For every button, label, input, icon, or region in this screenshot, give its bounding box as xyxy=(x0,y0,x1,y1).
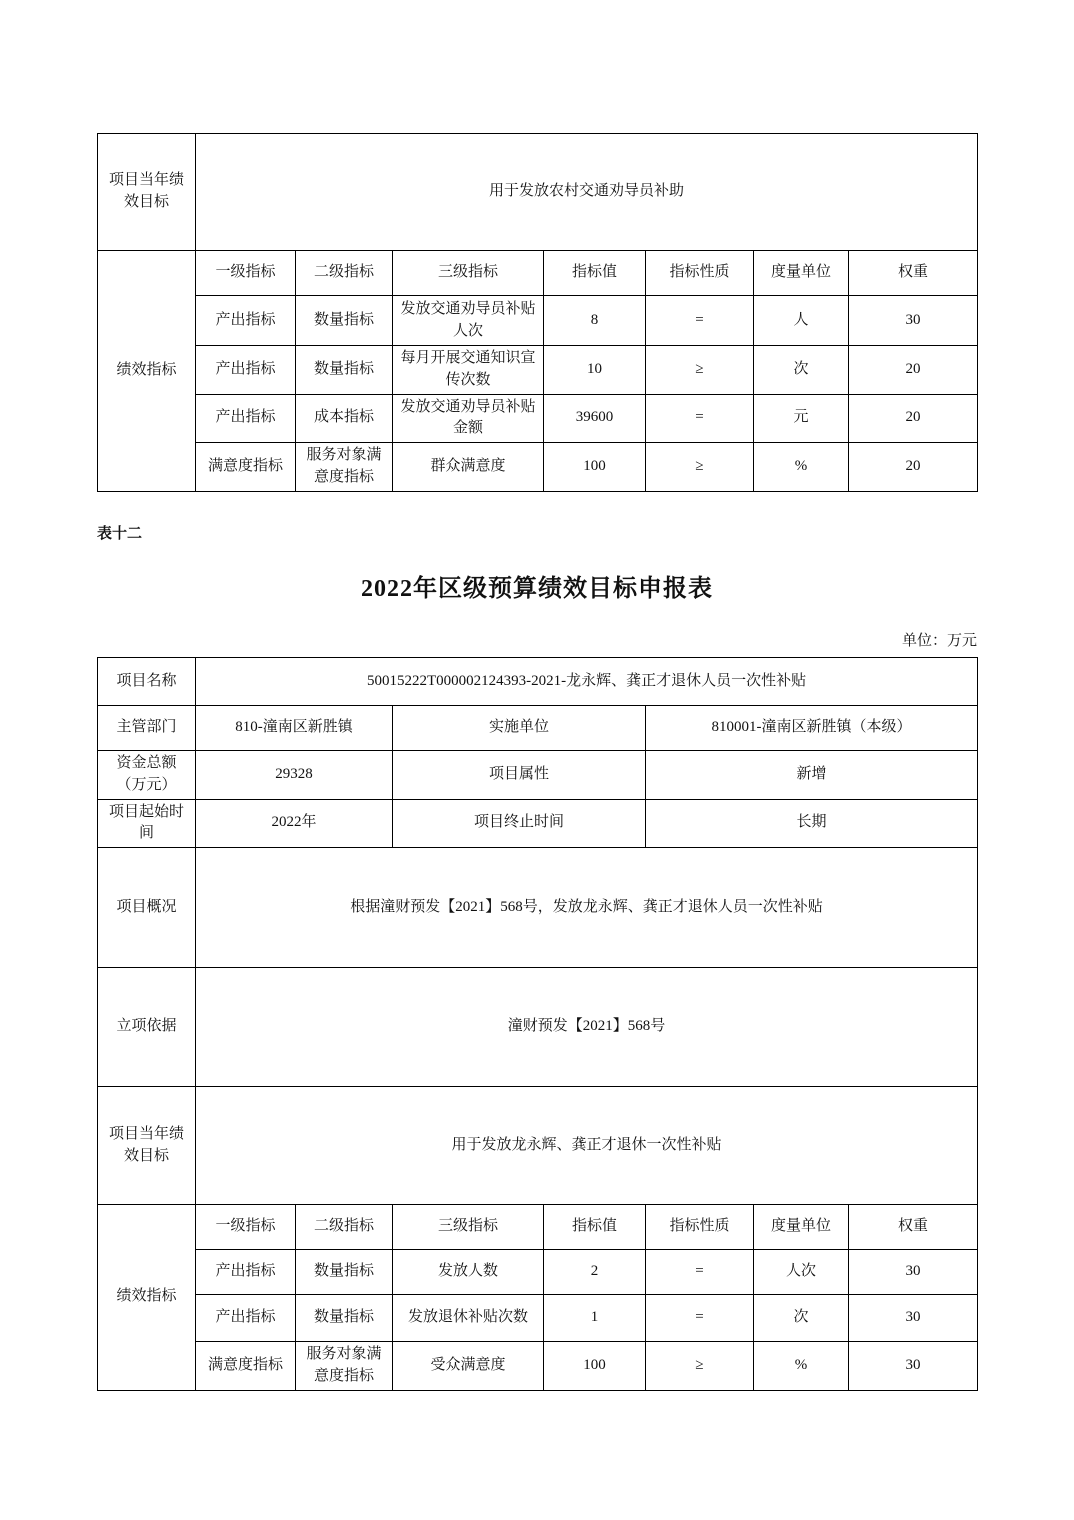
amount-label: 资金总额（万元） xyxy=(98,751,196,800)
unit-cell: 次 xyxy=(754,1295,849,1342)
value-cell: 100 xyxy=(544,443,646,492)
end-date-label: 项目终止时间 xyxy=(393,799,646,848)
level1-cell: 满意度指标 xyxy=(196,443,296,492)
level2-cell: 数量指标 xyxy=(296,1250,393,1295)
weight-cell: 30 xyxy=(849,1295,978,1342)
nature-cell: = xyxy=(646,394,754,443)
weight-cell: 20 xyxy=(849,346,978,395)
level2-cell: 服务对象满意度指标 xyxy=(296,443,393,492)
annual-goal-label: 项目当年绩效目标 xyxy=(98,1087,196,1205)
annual-goal-value: 用于发放龙永辉、龚正才退休一次性补贴 xyxy=(196,1087,978,1205)
header-level2: 二级指标 xyxy=(296,1205,393,1250)
end-date-value: 长期 xyxy=(646,799,978,848)
header-value: 指标值 xyxy=(544,1205,646,1250)
level1-cell: 产出指标 xyxy=(196,1250,296,1295)
level3-cell: 发放交通劝导员补贴金额 xyxy=(393,394,544,443)
continuation-performance-table xyxy=(97,133,978,492)
indicator-row xyxy=(98,1250,978,1295)
level3-cell: 发放退休补贴次数 xyxy=(393,1295,544,1342)
nature-cell: = xyxy=(646,296,754,346)
overview-value: 根据潼财预发【2021】568号，发放龙永辉、龚正才退休人员一次性补贴 xyxy=(196,848,978,968)
unit-cell: % xyxy=(754,1342,849,1391)
table-number-label: 表十二 xyxy=(97,526,143,542)
table-row xyxy=(98,751,978,800)
amount-value: 29328 xyxy=(196,751,393,800)
weight-cell: 30 xyxy=(849,1250,978,1295)
unit-cell: % xyxy=(754,443,849,492)
header-level1: 一级指标 xyxy=(196,251,296,296)
unit-cell: 元 xyxy=(754,394,849,443)
nature-cell: ≥ xyxy=(646,1342,754,1391)
value-cell: 2 xyxy=(544,1250,646,1295)
nature-cell: ≥ xyxy=(646,346,754,395)
table-row xyxy=(98,706,978,751)
basis-label: 立项依据 xyxy=(98,968,196,1087)
table-row xyxy=(98,799,978,848)
level2-cell: 数量指标 xyxy=(296,346,393,395)
nature-cell: = xyxy=(646,1295,754,1342)
annual-goal-value: 用于发放农村交通劝导员补助 xyxy=(196,134,978,251)
indicator-row xyxy=(98,443,978,492)
table-row xyxy=(98,848,978,968)
value-cell: 100 xyxy=(544,1342,646,1391)
project-name-value: 50015222T000002124393-2021-龙永辉、龚正才退休人员一次性补贴 xyxy=(196,658,978,706)
page-title: 2022年区级预算绩效目标申报表 xyxy=(361,576,713,602)
start-date-value: 2022年 xyxy=(196,799,393,848)
nature-cell: = xyxy=(646,1250,754,1295)
header-unit: 度量单位 xyxy=(754,1205,849,1250)
attribute-value: 新增 xyxy=(646,751,978,800)
header-nature: 指标性质 xyxy=(646,251,754,296)
level1-cell: 产出指标 xyxy=(196,394,296,443)
table-row xyxy=(98,134,978,251)
overview-label: 项目概况 xyxy=(98,848,196,968)
indicator-row xyxy=(98,394,978,443)
level2-cell: 数量指标 xyxy=(296,1295,393,1342)
table-row xyxy=(98,658,978,706)
weight-cell: 20 xyxy=(849,394,978,443)
level1-cell: 产出指标 xyxy=(196,1295,296,1342)
level1-cell: 产出指标 xyxy=(196,296,296,346)
value-cell: 10 xyxy=(544,346,646,395)
unit-note: 单位：万元 xyxy=(901,633,977,649)
dept-value: 810-潼南区新胜镇 xyxy=(196,706,393,751)
unit-cell: 人次 xyxy=(754,1250,849,1295)
header-value: 指标值 xyxy=(544,251,646,296)
table-row xyxy=(98,1087,978,1205)
indicator-row xyxy=(98,1295,978,1342)
indicator-row xyxy=(98,296,978,346)
weight-cell: 20 xyxy=(849,443,978,492)
unit-cell: 人 xyxy=(754,296,849,346)
level1-cell: 满意度指标 xyxy=(196,1342,296,1391)
indicator-header-row xyxy=(98,251,978,296)
annual-goal-label: 项目当年绩效目标 xyxy=(98,134,196,251)
header-level2: 二级指标 xyxy=(296,251,393,296)
header-nature: 指标性质 xyxy=(646,1205,754,1250)
level2-cell: 服务对象满意度指标 xyxy=(296,1342,393,1391)
weight-cell: 30 xyxy=(849,1342,978,1391)
header-unit: 度量单位 xyxy=(754,251,849,296)
dept-label: 主管部门 xyxy=(98,706,196,751)
value-cell: 1 xyxy=(544,1295,646,1342)
value-cell: 39600 xyxy=(544,394,646,443)
impl-unit-label: 实施单位 xyxy=(393,706,646,751)
attribute-label: 项目属性 xyxy=(393,751,646,800)
basis-value: 潼财预发【2021】568号 xyxy=(196,968,978,1087)
header-level3: 三级指标 xyxy=(393,1205,544,1250)
level3-cell: 受众满意度 xyxy=(393,1342,544,1391)
value-cell: 8 xyxy=(544,296,646,346)
header-weight: 权重 xyxy=(849,1205,978,1250)
level1-cell: 产出指标 xyxy=(196,346,296,395)
indicator-row xyxy=(98,346,978,395)
weight-cell: 30 xyxy=(849,296,978,346)
level2-cell: 数量指标 xyxy=(296,296,393,346)
declaration-table xyxy=(97,657,978,1391)
unit-cell: 次 xyxy=(754,346,849,395)
nature-cell: ≥ xyxy=(646,443,754,492)
header-level3: 三级指标 xyxy=(393,251,544,296)
impl-unit-value: 810001-潼南区新胜镇（本级） xyxy=(646,706,978,751)
performance-indicators-label: 绩效指标 xyxy=(98,251,196,492)
performance-indicators-label: 绩效指标 xyxy=(98,1205,196,1391)
level3-cell: 每月开展交通知识宣传次数 xyxy=(393,346,544,395)
level3-cell: 发放交通劝导员补贴人次 xyxy=(393,296,544,346)
level2-cell: 成本指标 xyxy=(296,394,393,443)
table-row xyxy=(98,968,978,1087)
level3-cell: 群众满意度 xyxy=(393,443,544,492)
level3-cell: 发放人数 xyxy=(393,1250,544,1295)
start-date-label: 项目起始时间 xyxy=(98,799,196,848)
header-weight: 权重 xyxy=(849,251,978,296)
indicator-header-row xyxy=(98,1205,978,1250)
project-name-label: 项目名称 xyxy=(98,658,196,706)
header-level1: 一级指标 xyxy=(196,1205,296,1250)
indicator-row xyxy=(98,1342,978,1391)
